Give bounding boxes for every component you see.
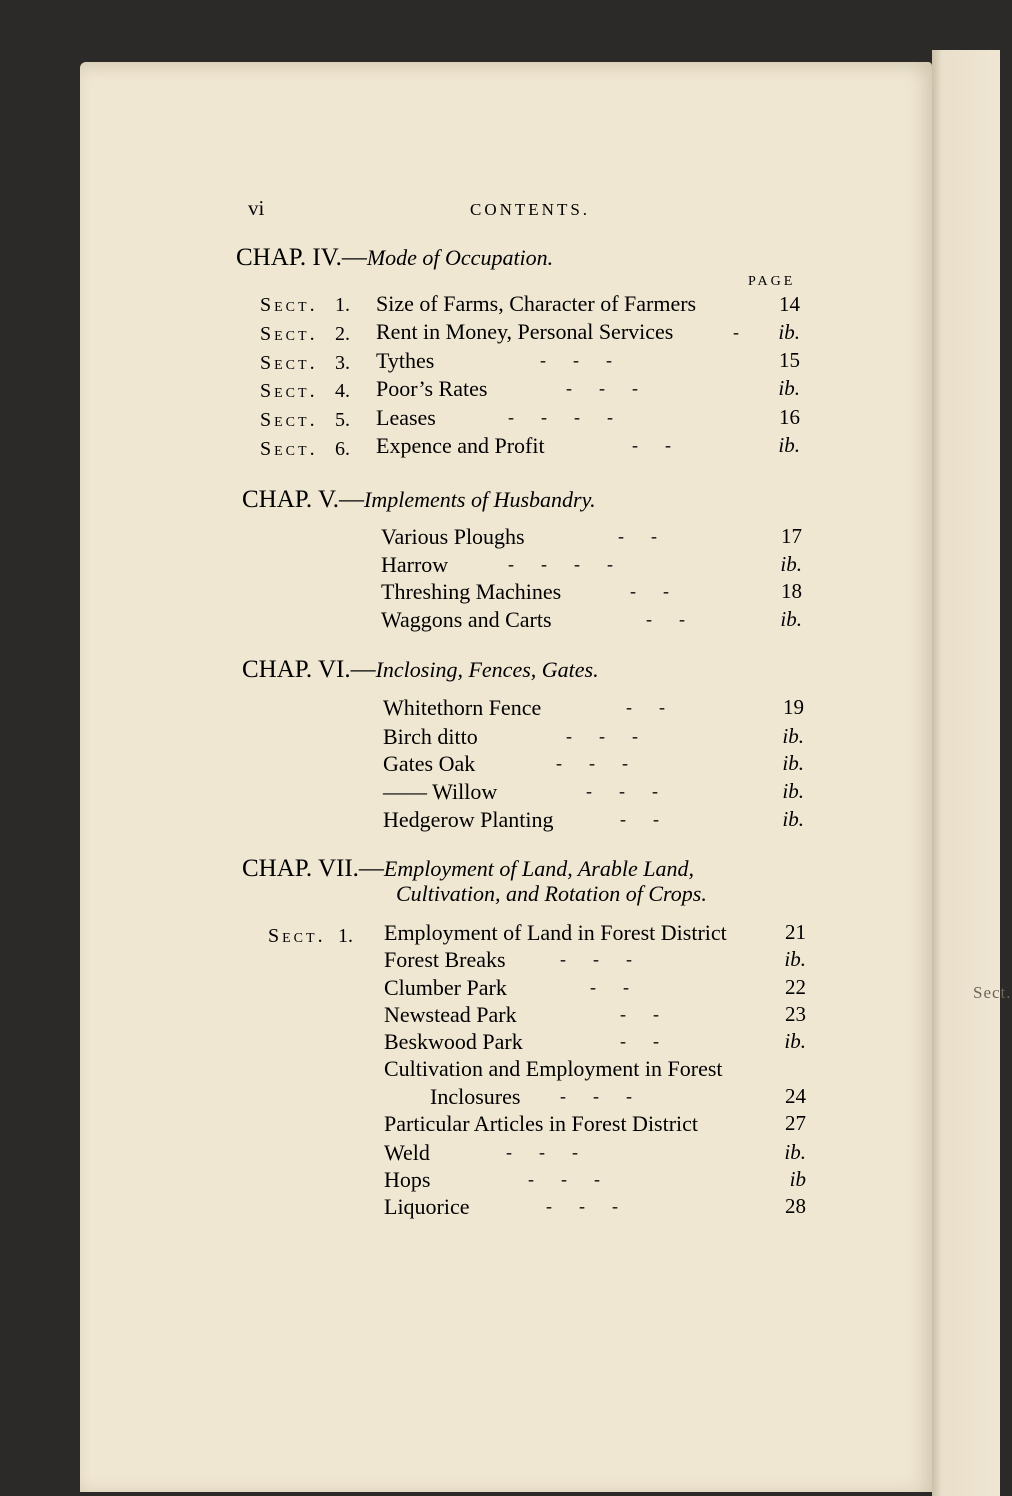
dot-leader: - - — [646, 609, 685, 629]
toc-entry-text: Cultivation and Employment in Forest — [384, 1056, 723, 1081]
toc-entry-page: ib. — [780, 552, 802, 576]
dot-leader: - - - — [566, 726, 638, 746]
section-label: Sect. — [260, 352, 318, 374]
dot-leader: - - - — [546, 1196, 618, 1216]
dot-leader: - - - — [566, 378, 638, 398]
toc-entry-text: —— Willow — [383, 779, 498, 804]
dot-leader: - - — [590, 977, 629, 997]
toc-entry-text: Whitethorn Fence — [383, 695, 542, 720]
dot-leader: - - — [626, 697, 665, 717]
toc-entry-page: ib. — [784, 947, 806, 971]
dot-leader: - - - — [560, 1086, 632, 1106]
toc-entry-text: Hedgerow Planting — [383, 807, 554, 832]
dot-leader: - - - — [556, 753, 628, 773]
toc-entry-page: 21 — [785, 920, 806, 944]
toc-entry-text: Beskwood Park — [384, 1029, 523, 1054]
toc-entry-page: 19 — [783, 695, 804, 719]
section-label: Sect. — [260, 438, 318, 460]
toc-entry-page: 16 — [779, 405, 800, 429]
toc-entry-page: 17 — [781, 524, 802, 548]
toc-entry-text: Forest Breaks — [384, 947, 506, 972]
toc-entry-text: Expence and Profit — [376, 433, 545, 458]
toc-entry-text: Waggons and Carts — [381, 607, 552, 632]
toc-entry-text: Liquorice — [384, 1194, 470, 1219]
chapter-number: CHAP. IV.— — [236, 244, 367, 271]
dot-leader: - - — [620, 809, 659, 829]
toc-entry-page: ib. — [782, 807, 804, 831]
section-number: 1. — [338, 925, 353, 947]
dot-leader: - - - - — [508, 407, 613, 427]
chapter-heading — [242, 486, 596, 514]
dot-leader: - - - — [506, 1142, 578, 1162]
toc-entry-text: Employment of Land in Forest District — [384, 920, 727, 945]
section-number: 6. — [335, 438, 350, 460]
section-label: Sect. — [260, 323, 318, 345]
toc-entry-text: Inclosures — [430, 1084, 521, 1109]
section-label: Sect. — [260, 380, 318, 402]
toc-entry-text: Birch ditto — [383, 724, 478, 749]
section-number: 5. — [335, 409, 350, 431]
dot-leader: - - - — [560, 949, 632, 969]
toc-entry-text: Hops — [384, 1167, 431, 1192]
toc-entry-text: Weld — [384, 1140, 430, 1165]
toc-entry-page: ib — [789, 1167, 806, 1191]
toc-entry-text: Threshing Machines — [381, 579, 562, 604]
chapter-number: CHAP. V.— — [242, 486, 365, 513]
toc-entry-page: ib. — [784, 1029, 806, 1053]
toc-entry-page: ib. — [778, 433, 800, 457]
page-numeral: vi — [248, 196, 265, 220]
toc-entry-page: ib. — [784, 1140, 806, 1164]
toc-entry-page: 22 — [785, 975, 806, 999]
chapter-title: Implements of Husbandry. — [364, 487, 596, 512]
adjacent-page-fragment: Sect. — [973, 983, 1012, 1002]
section-label: Sect. — [268, 925, 326, 947]
running-title: CONTENTS. — [470, 200, 591, 219]
dot-leader: - - — [632, 435, 671, 455]
toc-entry-text: Poor’s Rates — [376, 376, 488, 401]
dot-leader: - - — [620, 1031, 659, 1051]
toc-entry-page: 23 — [785, 1002, 806, 1026]
toc-entry-text: Rent in Money, Personal Services — [376, 319, 674, 344]
chapter-title: Inclosing, Fences, Gates. — [375, 657, 599, 682]
section-number: 3. — [335, 352, 350, 374]
toc-entry-page: 14 — [779, 292, 800, 316]
toc-entry-text: Tythes — [376, 348, 435, 373]
dot-leader: - - - - — [508, 554, 613, 574]
section-number: 4. — [335, 380, 350, 402]
chapter-title-continued — [396, 880, 707, 908]
dot-leader: - - - — [528, 1169, 600, 1189]
section-number: 2. — [335, 323, 350, 345]
toc-entry-page: 24 — [785, 1084, 806, 1108]
toc-entry-page: ib. — [778, 376, 800, 400]
toc-entry-text: Size of Farms, Character of Farmers — [376, 291, 697, 316]
dot-leader: - - - — [586, 781, 658, 801]
page-column-label: PAGE — [748, 274, 796, 289]
chapter-heading — [242, 855, 694, 883]
section-number: 1. — [335, 294, 350, 316]
toc-entry-text: Gates Oak — [383, 751, 476, 776]
dot-leader: - - - — [540, 350, 612, 370]
dot-leader: - - — [618, 526, 657, 546]
toc-entry-text: Newstead Park — [384, 1002, 517, 1027]
chapter-title: Employment of Land, Arable Land, — [383, 856, 694, 881]
toc-entry-text: Various Ploughs — [381, 524, 525, 549]
toc-entry-page: ib. — [778, 320, 800, 344]
dot-leader: - — [733, 322, 739, 342]
chapter-heading — [236, 244, 553, 272]
toc-entry-text: Leases — [376, 405, 436, 430]
dot-leader: - - — [630, 581, 669, 601]
toc-entry-page: ib. — [780, 607, 802, 631]
dot-leader: - - — [620, 1004, 659, 1024]
toc-entry-text: Clumber Park — [384, 975, 507, 1000]
toc-entry-text: Harrow — [381, 552, 449, 577]
toc-entry-text: Particular Articles in Forest District — [384, 1111, 699, 1136]
toc-entry-page: ib. — [782, 751, 804, 775]
chapter-number: CHAP. VI.— — [242, 656, 376, 683]
chapter-title: Mode of Occupation. — [366, 245, 554, 270]
toc-entry-page: 15 — [779, 348, 800, 372]
section-label: Sect. — [260, 294, 318, 316]
toc-entry-page: 27 — [785, 1111, 806, 1135]
chapter-title-line-2: Cultivation, and Rotation of Crops. — [396, 881, 707, 906]
toc-entry-page: ib. — [782, 779, 804, 803]
chapter-number: CHAP. VII.— — [242, 855, 384, 882]
toc-entry-page: ib. — [782, 724, 804, 748]
adjacent-page-edge — [932, 50, 1000, 1496]
book-page — [80, 62, 932, 1492]
chapter-heading — [242, 656, 599, 684]
section-label: Sect. — [260, 409, 318, 431]
toc-entry-page: 28 — [785, 1194, 806, 1218]
toc-entry-page: 18 — [781, 579, 802, 603]
